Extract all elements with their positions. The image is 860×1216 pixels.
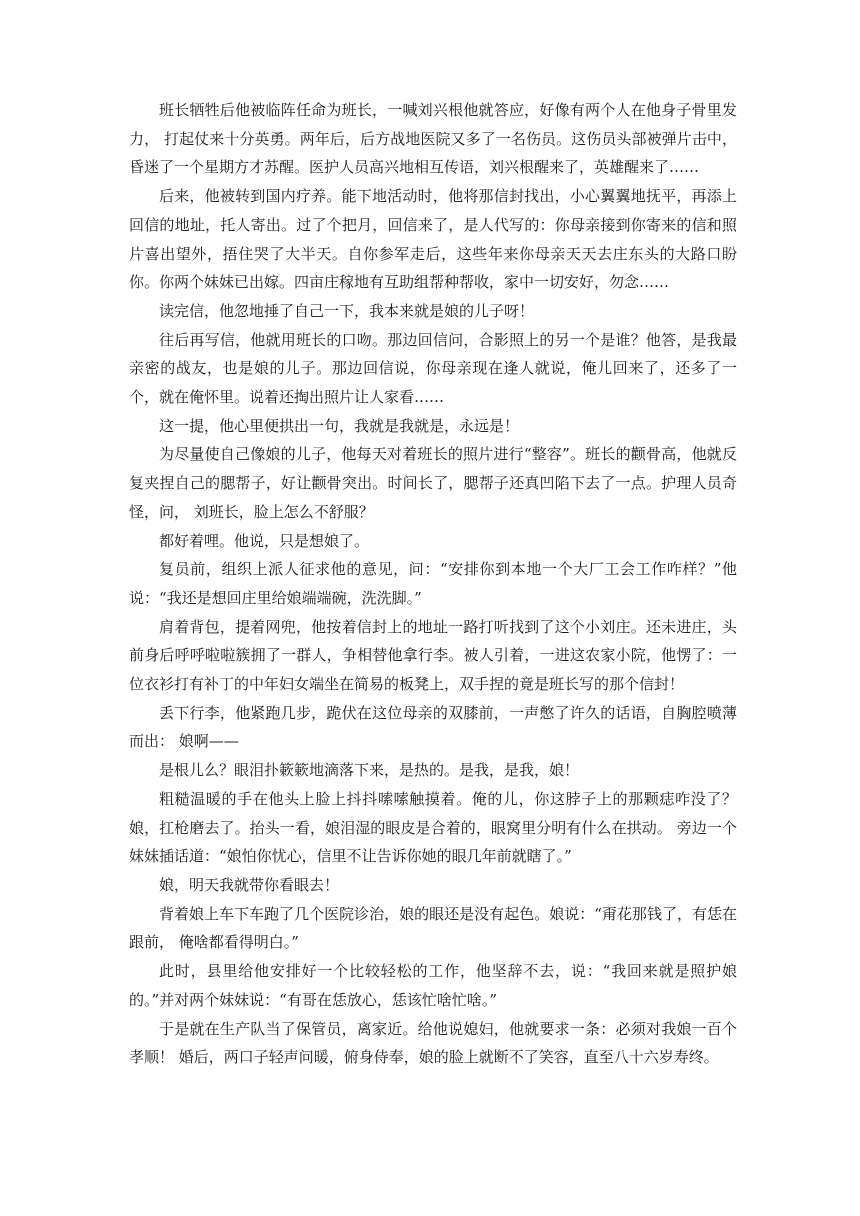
paragraph: 为尽量使自己像娘的儿子，他每天对着班长的照片进行“整容”。班长的颧骨高，他就反复夹捏自己的腮帮子，好让颧骨突出。时间长了，腮帮子还真凹陷下去了一点。护理人员奇怪，问， 刘班长，脸上怎么不舒服？ bbox=[129, 445, 737, 521]
paragraph: 背着娘上车下车跑了几个医院诊治，娘的眼还是没有起色。娘说：“甭花那钱了，有恁在跟前， 俺啥都看得明白。” bbox=[129, 904, 737, 952]
paragraph: 于是就在生产队当了保管员，离家近。给他说媳妇，他就要求一条：必须对我娘一百个孝顺！ 婚后，两口子轻声问暖，俯身侍奉，娘的脸上就断不了笑容，直至八十六岁寿终。 bbox=[129, 1019, 737, 1067]
paragraph: 丢下行李，他紧跑几步，跪伏在这位母亲的双膝前，一声憋了许久的话语，自胸腔喷薄而出： 娘啊—— bbox=[129, 703, 737, 751]
paragraph: 是根儿么？眼泪扑簌簌地滴落下来，是热的。是我，是我，娘！ bbox=[159, 761, 580, 780]
paragraph: 读完信，他忽地捶了自己一下，我本来就是娘的儿子呀！ bbox=[159, 301, 535, 320]
paragraph: 这一提，他心里便拱出一句，我就是我就是，永远是！ bbox=[159, 416, 520, 435]
paragraph: 娘，明天我就带你看眼去！ bbox=[159, 875, 340, 894]
paragraph: 复员前，组织上派人征求他的意见，问：“安排你到本地一个大厂工会工作咋样？”他说：“我还是想回庄里给娘端端碗，洗洗脚。” bbox=[129, 560, 737, 607]
document-body bbox=[129, 96, 737, 1072]
paragraph: 粗糙温暖的手在他头上脸上抖抖嗦嗦触摸着。俺的儿，你这脖子上的那颗痣咋没了？ 娘，扛枪磨去了。抬头一看，娘泪湿的眼皮是合着的，眼窝里分明有什么在拱动。 旁边一个妹妹插话道：“娘怕你忧心，信里不让告诉你她的眼几年前就瞎了。” bbox=[129, 789, 737, 866]
paragraph: 肩着背包，提着网兜，他按着信封上的地址一路打听找到了这个小刘庄。还未进庄，头前身后呼呼啦啦簇拥了一群人，争相替他拿行李。被人引着，一进这农家小院，他愣了：一位衣衫打有补丁的中年妇女端坐在简易的板凳上，双手捏的竟是班长写的那个信封！ bbox=[129, 617, 737, 694]
paragraph: 班长牺牲后他被临阵任命为班长，一喊刘兴根他就答应，好像有两个人在他身子骨里发力， 打起仗来十分英勇。两年后，后方战地医院又多了一名伤员。这伤员头部被弹片击中，昏迷了一个星期方才苏醒。医护人员高兴地相互传语，刘兴根醒来了，英雄醒来了…… bbox=[129, 101, 737, 177]
paragraph: 此时，县里给他安排好一个比较轻松的工作，他坚辞不去，说：“我回来就是照护娘的。”并对两个妹妹说：“有哥在恁放心，恁该忙啥忙啥。” bbox=[129, 962, 737, 1009]
paragraph: 后来，他被转到国内疗养。能下地活动时，他将那信封找出，小心翼翼地抚平，再添上回信的地址，托人寄出。过了个把月，回信来了，是人代写的：你母亲接到你寄来的信和照片喜出望外，捂住哭了大半天。自你参军走后，这些年来你母亲天天去庄东头的大路口盼你。你两个妹妹已出嫁。四亩庄稼地有互助组帮种帮收，家中一切安好，勿念…… bbox=[129, 187, 737, 292]
paragraph: 都好着哩。他说，只是想娘了。 bbox=[159, 531, 370, 550]
paragraph: 往后再写信，他就用班长的口吻。那边回信问，合影照上的另一个是谁？他答，是我最亲密的战友，也是娘的儿子。那边回信说，你母亲现在逢人就说，俺儿回来了，还多了一个，就在俺怀里。说着还掏出照片让人家看…… bbox=[129, 330, 737, 407]
